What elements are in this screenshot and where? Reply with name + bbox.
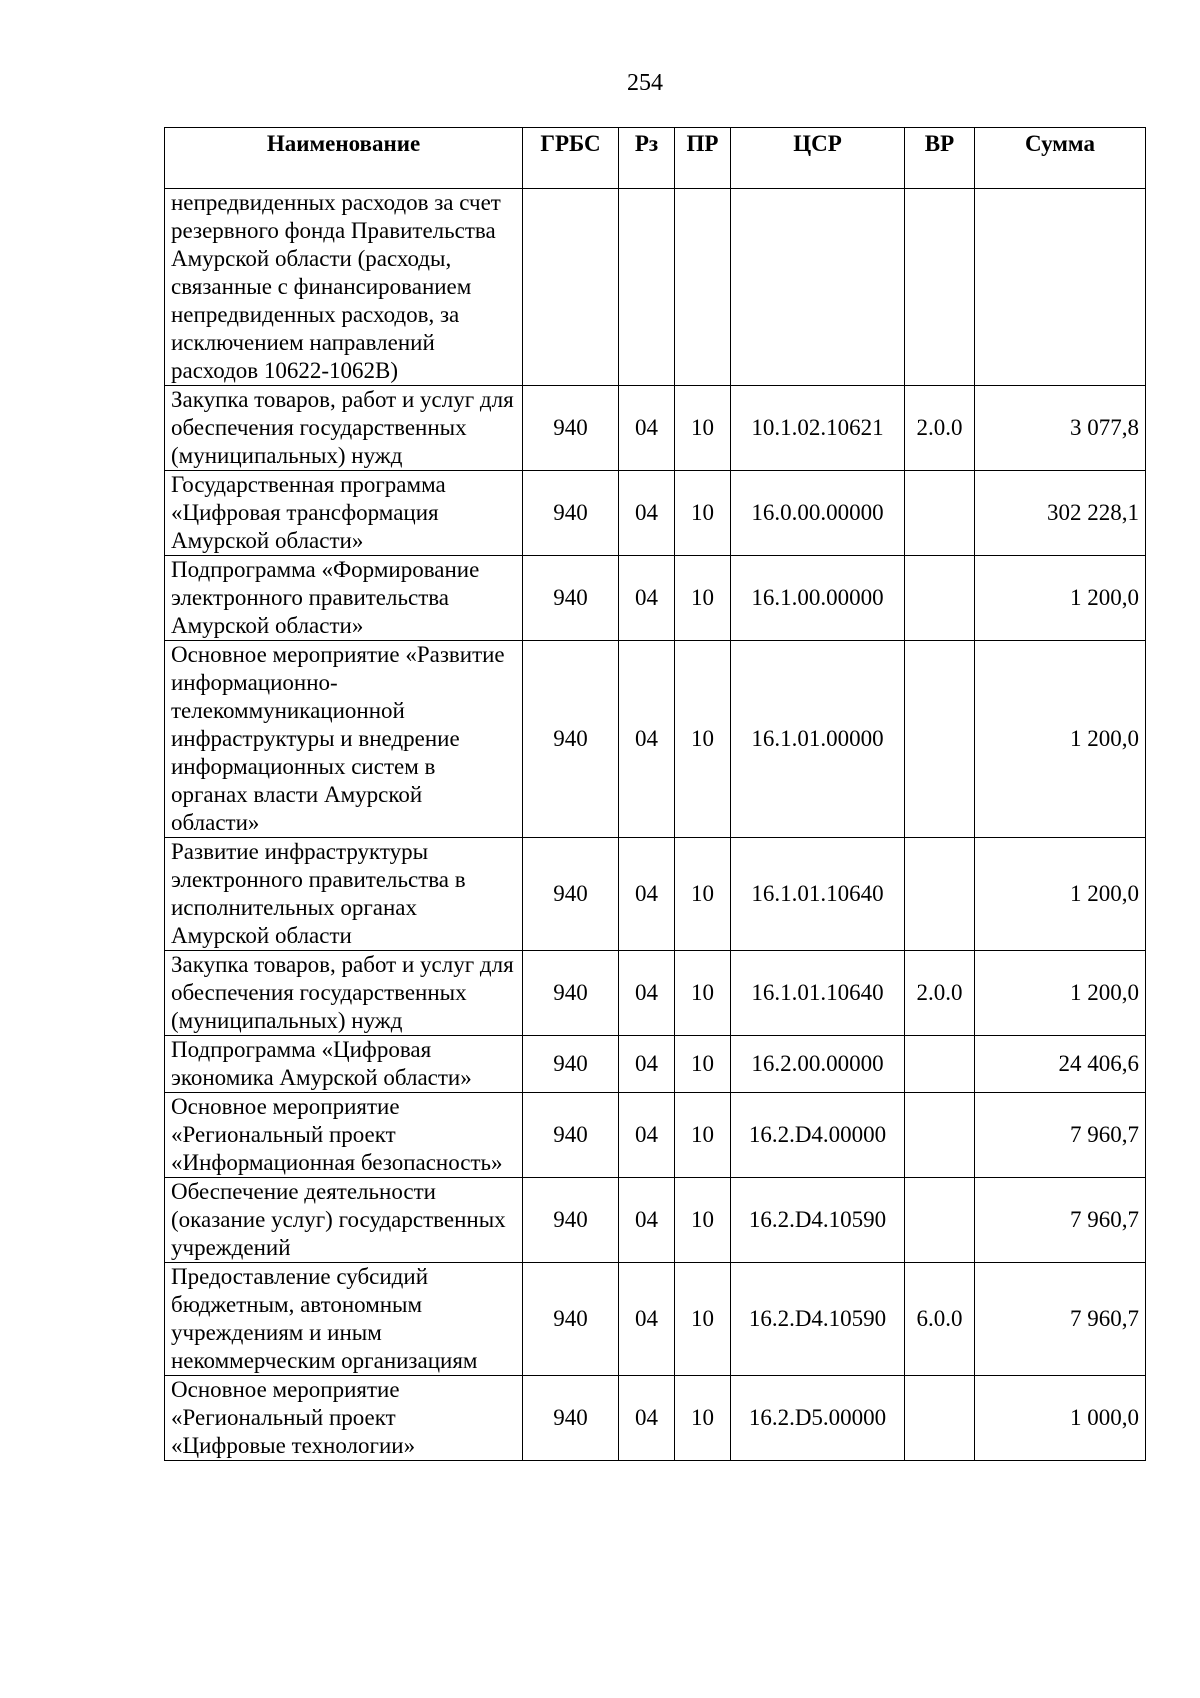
cell-rz: 04 bbox=[619, 838, 675, 951]
header-vr: ВР bbox=[905, 128, 975, 189]
cell-name: Основное мероприятие «Региональный проект «Информационная безопасность» bbox=[165, 1093, 523, 1178]
cell-pr: 10 bbox=[675, 386, 731, 471]
cell-sum: 1 000,0 bbox=[975, 1376, 1146, 1461]
cell-grbs: 940 bbox=[523, 556, 619, 641]
cell-rz: 04 bbox=[619, 951, 675, 1036]
cell-rz: 04 bbox=[619, 1178, 675, 1263]
cell-sum: 7 960,7 bbox=[975, 1178, 1146, 1263]
cell-vr: 2.0.0 bbox=[905, 386, 975, 471]
cell-pr: 10 bbox=[675, 471, 731, 556]
cell-name: Развитие инфраструктуры электронного правительства в исполнительных органах Амурской области bbox=[165, 838, 523, 951]
cell-grbs: 940 bbox=[523, 951, 619, 1036]
cell-vr bbox=[905, 189, 975, 386]
cell-sum: 1 200,0 bbox=[975, 838, 1146, 951]
table-row bbox=[165, 951, 1146, 1036]
cell-grbs: 940 bbox=[523, 838, 619, 951]
cell-grbs: 940 bbox=[523, 1178, 619, 1263]
table-row bbox=[165, 838, 1146, 951]
cell-pr: 10 bbox=[675, 1263, 731, 1376]
cell-vr bbox=[905, 838, 975, 951]
cell-grbs: 940 bbox=[523, 1093, 619, 1178]
cell-sum bbox=[975, 189, 1146, 386]
cell-vr bbox=[905, 1376, 975, 1461]
cell-name: Основное мероприятие «Развитие информационно-телекоммуникационной инфраструктуры и внедрение информационных систем в органах власти Амурской области» bbox=[165, 641, 523, 838]
cell-vr bbox=[905, 1178, 975, 1263]
cell-name: Предоставление субсидий бюджетным, автономным учреждениям и иным некоммерческим организациям bbox=[165, 1263, 523, 1376]
cell-sum: 7 960,7 bbox=[975, 1263, 1146, 1376]
cell-vr bbox=[905, 1093, 975, 1178]
cell-csr: 16.1.00.00000 bbox=[731, 556, 905, 641]
cell-sum: 3 077,8 bbox=[975, 386, 1146, 471]
cell-rz: 04 bbox=[619, 556, 675, 641]
cell-vr bbox=[905, 641, 975, 838]
page-number: 254 bbox=[627, 70, 663, 96]
cell-csr: 16.1.01.00000 bbox=[731, 641, 905, 838]
table-row bbox=[165, 1036, 1146, 1093]
cell-csr: 16.1.01.10640 bbox=[731, 838, 905, 951]
cell-pr: 10 bbox=[675, 1093, 731, 1178]
cell-csr: 16.1.01.10640 bbox=[731, 951, 905, 1036]
cell-name: Основное мероприятие «Региональный проект «Цифровые технологии» bbox=[165, 1376, 523, 1461]
budget-table bbox=[164, 127, 1146, 1461]
header-grbs: ГРБС bbox=[523, 128, 619, 189]
cell-sum: 1 200,0 bbox=[975, 641, 1146, 838]
table-row bbox=[165, 641, 1146, 838]
cell-pr: 10 bbox=[675, 641, 731, 838]
table-row bbox=[165, 1093, 1146, 1178]
cell-grbs: 940 bbox=[523, 1036, 619, 1093]
cell-name: Закупка товаров, работ и услуг для обеспечения государственных (муниципальных) нужд bbox=[165, 386, 523, 471]
cell-grbs: 940 bbox=[523, 641, 619, 838]
header-sum: Сумма bbox=[975, 128, 1146, 189]
cell-rz: 04 bbox=[619, 1376, 675, 1461]
table-row bbox=[165, 1263, 1146, 1376]
cell-pr: 10 bbox=[675, 1376, 731, 1461]
header-csr: ЦСР bbox=[731, 128, 905, 189]
cell-csr: 16.0.00.00000 bbox=[731, 471, 905, 556]
cell-pr: 10 bbox=[675, 951, 731, 1036]
cell-csr: 16.2.D4.10590 bbox=[731, 1178, 905, 1263]
cell-grbs: 940 bbox=[523, 471, 619, 556]
header-name: Наименование bbox=[165, 128, 523, 189]
cell-sum: 302 228,1 bbox=[975, 471, 1146, 556]
cell-pr bbox=[675, 189, 731, 386]
cell-csr: 10.1.02.10621 bbox=[731, 386, 905, 471]
table-row bbox=[165, 1178, 1146, 1263]
header-rz: Рз bbox=[619, 128, 675, 189]
cell-grbs bbox=[523, 189, 619, 386]
cell-sum: 24 406,6 bbox=[975, 1036, 1146, 1093]
cell-sum: 1 200,0 bbox=[975, 556, 1146, 641]
cell-sum: 7 960,7 bbox=[975, 1093, 1146, 1178]
cell-pr: 10 bbox=[675, 1178, 731, 1263]
cell-csr: 16.2.00.00000 bbox=[731, 1036, 905, 1093]
cell-grbs: 940 bbox=[523, 1376, 619, 1461]
cell-rz: 04 bbox=[619, 386, 675, 471]
cell-vr bbox=[905, 471, 975, 556]
cell-vr bbox=[905, 1036, 975, 1093]
cell-name: Подпрограмма «Цифровая экономика Амурской области» bbox=[165, 1036, 523, 1093]
cell-csr bbox=[731, 189, 905, 386]
cell-csr: 16.2.D4.10590 bbox=[731, 1263, 905, 1376]
cell-rz: 04 bbox=[619, 471, 675, 556]
cell-pr: 10 bbox=[675, 838, 731, 951]
cell-grbs: 940 bbox=[523, 1263, 619, 1376]
cell-rz: 04 bbox=[619, 641, 675, 838]
cell-name: непредвиденных расходов за счет резервного фонда Правительства Амурской области (расходы, связанные с финансированием непредвиденных расходов, за исключением направлений расходов 10622-1062В) bbox=[165, 189, 523, 386]
cell-vr: 6.0.0 bbox=[905, 1263, 975, 1376]
cell-pr: 10 bbox=[675, 556, 731, 641]
table-row bbox=[165, 1376, 1146, 1461]
cell-rz bbox=[619, 189, 675, 386]
table-row bbox=[165, 471, 1146, 556]
cell-csr: 16.2.D5.00000 bbox=[731, 1376, 905, 1461]
cell-rz: 04 bbox=[619, 1093, 675, 1178]
cell-pr: 10 bbox=[675, 1036, 731, 1093]
cell-rz: 04 bbox=[619, 1036, 675, 1093]
table-row bbox=[165, 556, 1146, 641]
cell-vr bbox=[905, 556, 975, 641]
cell-grbs: 940 bbox=[523, 386, 619, 471]
cell-csr: 16.2.D4.00000 bbox=[731, 1093, 905, 1178]
cell-rz: 04 bbox=[619, 1263, 675, 1376]
cell-name: Подпрограмма «Формирование электронного правительства Амурской области» bbox=[165, 556, 523, 641]
table-row bbox=[165, 386, 1146, 471]
table-row bbox=[165, 189, 1146, 386]
cell-name: Обеспечение деятельности (оказание услуг) государственных учреждений bbox=[165, 1178, 523, 1263]
table-header-row bbox=[165, 128, 1146, 189]
header-pr: ПР bbox=[675, 128, 731, 189]
cell-vr: 2.0.0 bbox=[905, 951, 975, 1036]
cell-name: Закупка товаров, работ и услуг для обеспечения государственных (муниципальных) нужд bbox=[165, 951, 523, 1036]
cell-name: Государственная программа «Цифровая трансформация Амурской области» bbox=[165, 471, 523, 556]
cell-sum: 1 200,0 bbox=[975, 951, 1146, 1036]
